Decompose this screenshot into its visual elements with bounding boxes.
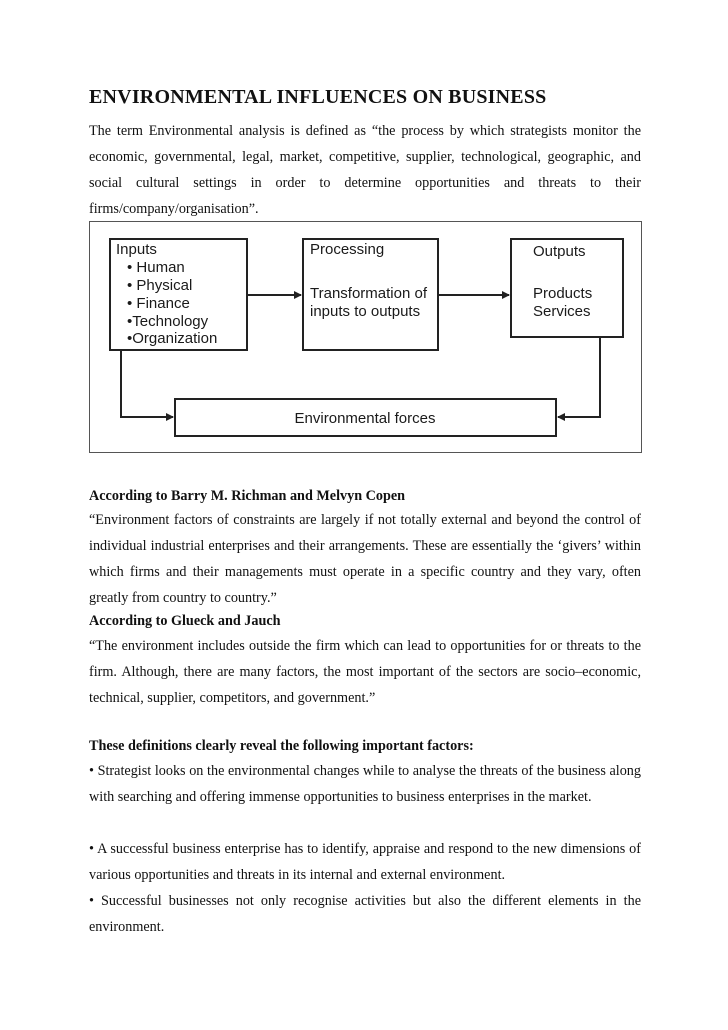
input-item-physical: • Physical xyxy=(127,277,193,294)
richman-quote: “Environment factors of constraints are largely if not totally external and beyond the control of individual industrial enterprises and their arrangements. These are essentially the ‘givers’ within which firms and their managements must operate in a specific country and they vary, often greatly from country to country.” xyxy=(89,512,641,606)
factor-point-3: • Successful businesses not only recognise activities but also the different elements in the environment. xyxy=(89,893,641,935)
richman-heading: According to Barry M. Richman and Melvyn Copen xyxy=(89,488,406,504)
processing-line2: inputs to outputs xyxy=(310,303,421,320)
outputs-line1: Products xyxy=(533,285,593,302)
input-item-finance: • Finance xyxy=(127,295,190,312)
input-item-human: • Human xyxy=(127,259,185,276)
diagram-svg xyxy=(89,221,642,453)
outputs-line2: Services xyxy=(533,303,591,320)
glueck-quote: “The environment includes outside the firm which can lead to opportunities for or threats to the firm. Although, there are many factors, the most important of the sectors are socio–economic, technical, supplier, competitors, and government.” xyxy=(89,638,641,706)
factor-point-1: • Strategist looks on the environmental changes while to analyse the threats of the business along with searching and offering immense opportunities to business enterprises in the market. xyxy=(89,763,641,805)
processing-title: Processing xyxy=(310,241,385,258)
environment-diagram xyxy=(89,221,642,453)
outputs-title: Outputs xyxy=(533,243,586,260)
input-item-organization: •Organization xyxy=(127,330,218,347)
glueck-heading: According to Glueck and Jauch xyxy=(89,613,281,629)
page-title: ENVIRONMENTAL INFLUENCES ON BUSINESS xyxy=(89,86,547,108)
input-item-technology: •Technology xyxy=(127,313,209,330)
inputs-title: Inputs xyxy=(116,241,157,258)
factors-heading: These definitions clearly reveal the following important factors: xyxy=(89,738,474,754)
environment-label: Environmental forces xyxy=(294,410,436,427)
processing-line1: Transformation of xyxy=(310,285,427,302)
factor-point-2: • A successful business enterprise has to identify, appraise and respond to the new dimensions of various opportunities and threats in its internal and external environment. xyxy=(89,841,641,883)
intro-paragraph: The term Environmental analysis is defined as “the process by which strategists monitor the economic, governmental, legal, market, competitive, supplier, technological, geographic, and social cultural settings in order to determine opportunities and threats to their firms/company/organisation”. xyxy=(89,123,641,217)
